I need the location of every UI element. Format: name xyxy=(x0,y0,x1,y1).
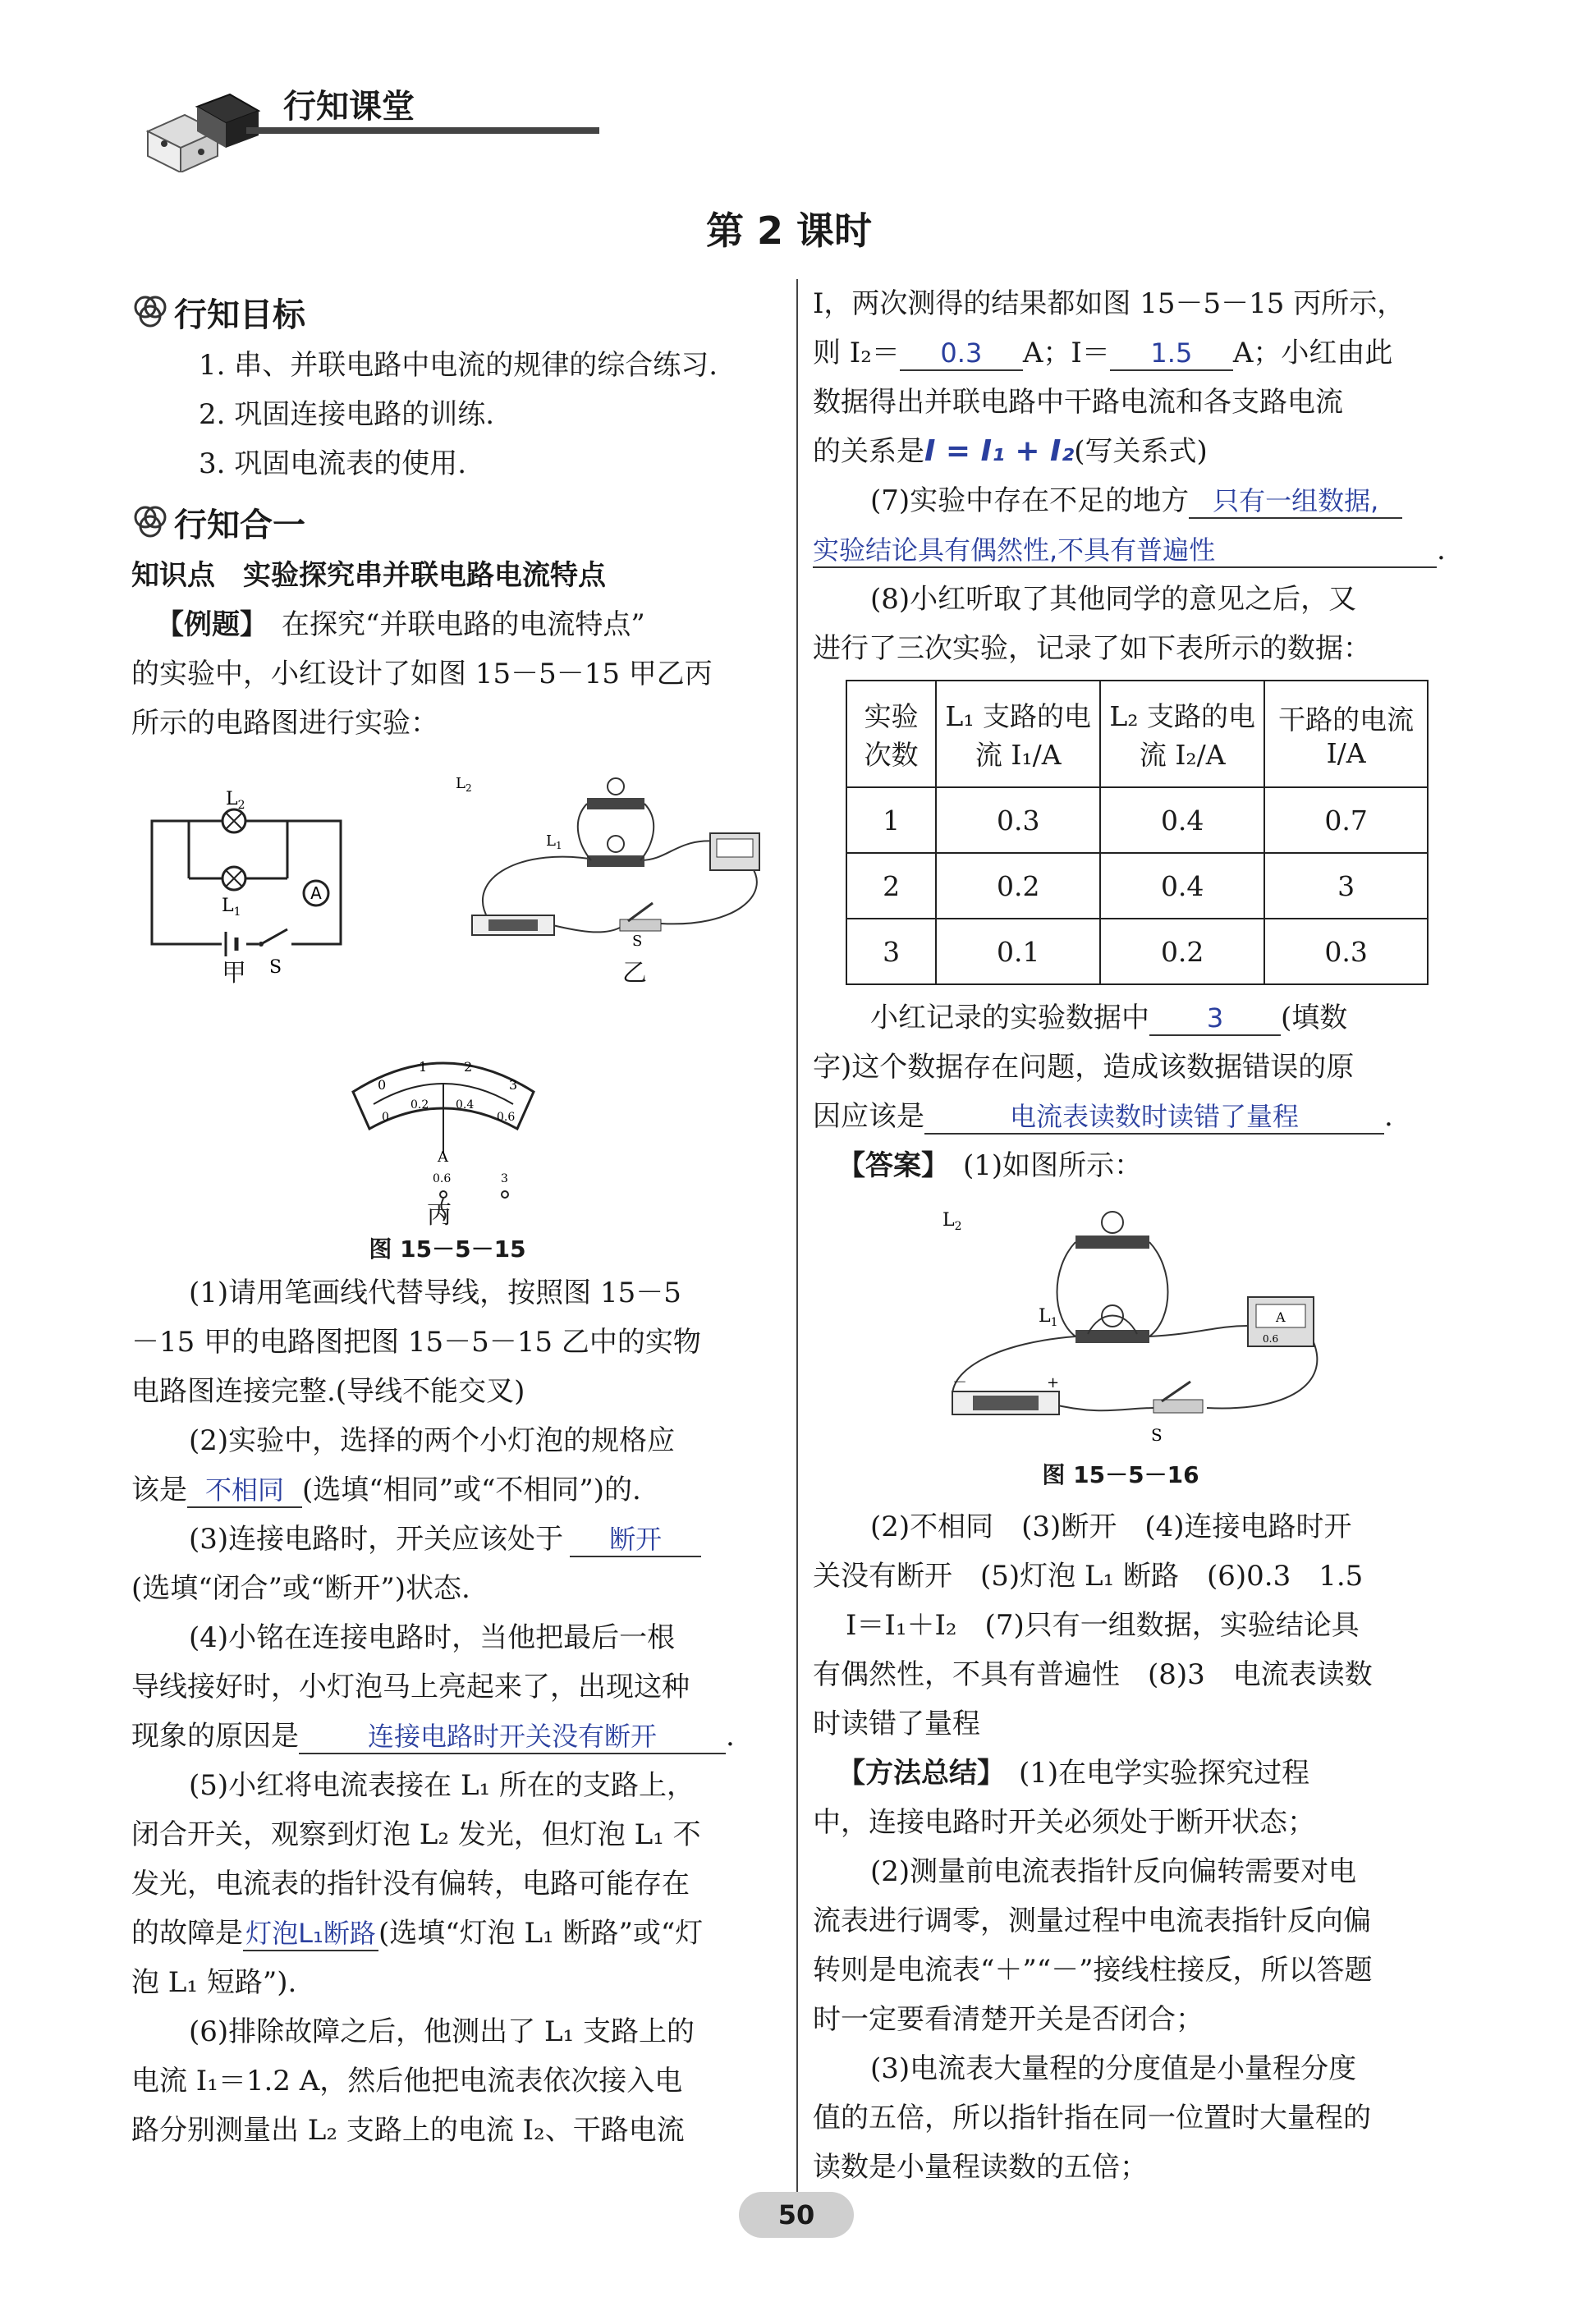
answer-text: 时读错了量程 xyxy=(813,1708,980,1740)
question-text: 数据得出并联电路中干路电流和各支路电流 xyxy=(813,386,1343,419)
switch-label: S xyxy=(632,933,643,950)
answer-blank xyxy=(1149,1002,1281,1036)
circuit-diagram-jia xyxy=(140,788,361,985)
plus-label: + xyxy=(1047,1374,1060,1391)
question-text: (写关系式) xyxy=(1074,435,1208,468)
handwritten-answer: 断开 xyxy=(609,1524,663,1555)
l2-label: $L_2$ xyxy=(942,1210,962,1233)
table-header-row xyxy=(846,681,1428,787)
question-text: 泡 L₁ 短路”). xyxy=(131,1966,297,1999)
table-cell: 1 xyxy=(846,787,936,853)
terminal-label: 3 xyxy=(501,1172,508,1185)
answer-blank xyxy=(900,337,1023,371)
question-text: －15 甲的电路图把图 15－5－15 乙中的实物 xyxy=(131,1326,701,1359)
scale-label: 0.2 xyxy=(410,1098,429,1112)
question-text: (填数 xyxy=(1281,1002,1348,1034)
fig-yi-label: 乙 xyxy=(622,959,647,988)
fig-jia-label: 甲 xyxy=(222,959,246,988)
answer-blank xyxy=(813,534,1437,568)
column-divider xyxy=(796,279,798,2192)
answer-blank xyxy=(299,1720,726,1754)
goal-item: 1. 串、并联电路中电流的规律的综合练习. xyxy=(199,349,718,382)
method-text: 时一定要看清楚开关是否闭合； xyxy=(813,2003,1204,2036)
table-header: L₁ 支路的电流 I₁/A xyxy=(936,681,1100,787)
table-cell: 0.2 xyxy=(936,853,1100,919)
method-text: (1)在电学实验探究过程 xyxy=(1019,1757,1310,1790)
example-text: 的实验中，小红设计了如图 15－5－15 甲乙丙 xyxy=(131,658,713,690)
terminal-label: 0.6 xyxy=(433,1172,452,1185)
ammeter-label: A xyxy=(438,1148,448,1166)
question-text: 则 I₂＝ xyxy=(813,337,900,369)
lesson-title: 第 2 课时 xyxy=(706,209,873,253)
answer-label: 【答案】 xyxy=(837,1149,935,1182)
example-label: 【例题】 xyxy=(156,608,254,641)
right-column: I，两次测得的结果都如图 15－5－15 丙所示， 则 I₂＝ 0.3 A；I＝ 1.5 A；小红由此 数据得出并联电路中干路电流和各支路电流 的关系是I = I₁ + I₂(写关系式) (7)实验中存在不足的地方 只有一组数据, 实验结论具有偶然性,不具有普遍性 . (8)小红听取了其他同学的意见之后，又 进行了三次实验，记录了如下表所示的数据： 实验次数 L₁ 支路的电流 I₁/A L₂ 支路的电流 I₂/A 干路的电流 I/A 1 0.3 0.4 0.7 2 0.2 0.4 3 3 0.1 0.2 0.3 小红记录的实验数据中 3 (填数 字)这个数据存在问题，造成该数据错误的原 因应该是 电流表读数时读错了量程 . 【答案】 (1)如图所示： xyxy=(813,279,1470,1190)
example-text: 在探究“并联电路的电流特点” xyxy=(282,608,645,641)
answer-text: 有偶然性，不具有普遍性 (8)3 电流表读数 xyxy=(813,1658,1373,1691)
header-logo xyxy=(140,66,271,172)
scale-label: 0.4 xyxy=(456,1098,475,1112)
question-text: 进行了三次实验，记录了如下表所示的数据： xyxy=(813,632,1371,665)
l1-label: $L_1$ xyxy=(222,896,241,919)
question-text: (5)小红将电流表接在 L₁ 所在的支路上， xyxy=(189,1769,695,1802)
question-text: (8)小红听取了其他同学的意见之后，又 xyxy=(870,583,1357,616)
handwritten-answer: 只有一组数据, xyxy=(1213,485,1379,516)
question-text: (选填“相同”或“不相同”)的. xyxy=(302,1474,641,1506)
goals-heading: 行知目标 xyxy=(131,283,780,341)
table-cell: 0.4 xyxy=(1100,853,1264,919)
table-row xyxy=(846,787,1428,853)
table-header: 干路的电流 I/A xyxy=(1264,681,1428,787)
section-rings-icon xyxy=(131,293,169,331)
method-text: 值的五倍，所以指针指在同一位置时大量程的 xyxy=(813,2102,1371,2134)
header-title: 行知课堂 xyxy=(283,88,415,126)
handwritten-answer: 实验结论具有偶然性,不具有普遍性 xyxy=(813,534,1216,566)
header-rule xyxy=(246,127,599,134)
example-text: 所示的电路图进行实验： xyxy=(131,707,438,740)
knowledge-point: 知识点 实验探究串并联电路电流特点 xyxy=(131,559,606,592)
question-text: 的关系是 xyxy=(813,435,924,468)
scale-label: 1 xyxy=(419,1059,428,1075)
left-column xyxy=(131,283,780,748)
table-header: L₂ 支路的电流 I₂/A xyxy=(1100,681,1264,787)
table-cell: 3 xyxy=(1264,853,1428,919)
question-text: 路分别测量出 L₂ 支路上的电流 I₂、干路电流 xyxy=(131,2114,685,2147)
scale-label: 0 xyxy=(382,1111,389,1124)
ammeter-label: A xyxy=(1276,1309,1286,1325)
answer-text: (2)不相同 (3)断开 (4)连接电路时开 xyxy=(870,1511,1352,1543)
fig-bing-label: 丙 xyxy=(427,1201,452,1230)
question-text: 该是 xyxy=(131,1474,187,1506)
question-text: 小红记录的实验数据中 xyxy=(870,1002,1149,1034)
answer-blank xyxy=(1189,484,1402,519)
question-text: I，两次测得的结果都如图 15－5－15 丙所示， xyxy=(813,287,1406,320)
page-number: 50 xyxy=(777,2199,815,2230)
handwritten-answer: 灯泡L₁断路 xyxy=(245,1918,376,1949)
scale-label: 2 xyxy=(464,1059,473,1075)
ammeter-label: A xyxy=(310,883,322,903)
method-text: (3)电流表大量程的分度值是小量程分度 xyxy=(870,2052,1357,2085)
fig2-caption: 图 15－5－16 xyxy=(1042,1461,1199,1488)
handwritten-answer: 不相同 xyxy=(204,1474,284,1506)
goal-item: 2. 巩固连接电路的训练. xyxy=(199,398,495,431)
question-text: A；I＝ xyxy=(1022,337,1110,369)
question-text: 的故障是 xyxy=(131,1917,243,1950)
method-text: 转则是电流表“＋”“－”接线柱接反，所以答题 xyxy=(813,1954,1373,1987)
l1-label: $L_1$ xyxy=(1039,1306,1058,1329)
question-text: 电路图连接完整.(导线不能交叉) xyxy=(131,1375,525,1408)
answer-text: I＝I₁＋I₂ (7)只有一组数据，实验结论具 xyxy=(846,1609,1360,1642)
question-text: 导线接好时，小灯泡马上亮起来了，出现这种 xyxy=(131,1671,690,1703)
goal-item: 3. 巩固电流表的使用. xyxy=(199,447,467,480)
table-cell: 0.7 xyxy=(1264,787,1428,853)
method-label: 【方法总结】 xyxy=(837,1757,991,1790)
scale-label: 3 xyxy=(509,1077,518,1093)
handwritten-answer: 1.5 xyxy=(1150,337,1193,369)
scale-label: 0.6 xyxy=(497,1111,516,1124)
table-cell: 3 xyxy=(846,919,936,984)
table-cell: 0.2 xyxy=(1100,919,1264,984)
question-text: (7)实验中存在不足的地方 xyxy=(870,484,1190,517)
handwritten-answer: 连接电路时开关没有断开 xyxy=(367,1721,657,1752)
question-text: 发光，电流表的指针没有偏转，电路可能存在 xyxy=(131,1868,690,1900)
handwritten-answer: I = I₁ + I₂ xyxy=(924,434,1075,468)
question-text: (1)请用笔画线代替导线，按照图 15－5 xyxy=(189,1277,681,1309)
handwritten-answer: 电流表读数时读错了量程 xyxy=(1009,1101,1299,1132)
page-number-badge xyxy=(739,2192,854,2238)
question-text: (2)实验中，选择的两个小灯泡的规格应 xyxy=(189,1424,676,1457)
question-text: 因应该是 xyxy=(813,1100,924,1133)
question-text: 字)这个数据存在问题，造成该数据错误的原 xyxy=(813,1051,1355,1084)
physical-circuit-answer xyxy=(936,1203,1338,1453)
method-text: 流表进行调零，测量过程中电流表指针反向偏 xyxy=(813,1905,1371,1937)
answer-text: (1)如图所示： xyxy=(963,1149,1143,1182)
question-text: (6)排除故障之后，他测出了 L₁ 支路上的 xyxy=(189,2015,695,2048)
table-cell: 0.4 xyxy=(1100,787,1264,853)
method-text: (2)测量前电流表指针反向偏转需要对电 xyxy=(870,1855,1357,1888)
l2-label: $L_2$ xyxy=(456,775,472,794)
fig-caption: 图 15－5－15 xyxy=(369,1236,526,1263)
question-text: (4)小铭在连接电路时，当他把最后一根 xyxy=(189,1621,676,1654)
answer-blank xyxy=(187,1474,302,1508)
section-rings-icon xyxy=(131,503,169,541)
l1-label: $L_1$ xyxy=(546,832,562,851)
scale-label: 0 xyxy=(378,1077,387,1093)
handwritten-answer: 3 xyxy=(1206,1002,1224,1034)
method-text: 中，连接电路时开关必须处于断开状态； xyxy=(813,1806,1315,1839)
switch-label: S xyxy=(1151,1425,1163,1445)
question-text: 电流 I₁＝1.2 A，然后他把电流表依次接入电 xyxy=(131,2065,683,2097)
physical-circuit-yi xyxy=(456,763,776,952)
l2-label: $L_2$ xyxy=(226,789,245,812)
table-cell: 0.3 xyxy=(936,787,1100,853)
question-text: (选填“闭合”或“断开”)状态. xyxy=(131,1572,470,1605)
left-questions: (1)请用笔画线代替导线，按照图 15－5 －15 甲的电路图把图 15－5－15 乙中的实物 电路图连接完整.(导线不能交叉) (2)实验中，选择的两个小灯泡的规格应 该是 不相同 (选填“相同”或“不相同”)的. (3)连接电路时，开关应该处于 断开 (选填“闭合”或“断开”)状态. (4)小铭在连接电路时，当他把最后一根 导线接好时，小灯泡马上亮起来了，出现这种 现象的原因是 连接电路时开关没有断开 . (5)小红将电流表接在 L₁ 所在的支路上， 闭合开关，观察到灯泡 L₂ 发光，但灯泡 L₁ 不 发光，电流表的指针没有偏转，电路可能存在 的故障是灯泡L₁断路(选填“灯泡 L₁ 断路”或“灯 泡 L₁ 短路”). (6)排除故障之后，他测出了 L₁ 支路上的 电流 I₁＝1.2 A，然后他把电流表依次接入电 路分别测量出 L₂ 支路上的电流 I₂、干路电流 xyxy=(131,1268,780,2155)
question-text: A；小红由此 xyxy=(1232,337,1393,369)
handwritten-answer: 0.3 xyxy=(940,337,983,369)
table-row xyxy=(846,919,1428,984)
question-text: (选填“灯泡 L₁ 断路”或“灯 xyxy=(378,1917,704,1950)
answer-text: 关没有断开 (5)灯泡 L₁ 断路 (6)0.3 1.5 xyxy=(813,1560,1364,1593)
answer-blank xyxy=(1110,337,1233,371)
table-cell: 0.1 xyxy=(936,919,1100,984)
question-text: 闭合开关，观察到灯泡 L₂ 发光，但灯泡 L₁ 不 xyxy=(131,1818,701,1851)
table-cell: 2 xyxy=(846,853,936,919)
terminal-label: 0.6 xyxy=(1263,1333,1279,1345)
method-text: 读数是小量程读数的五倍； xyxy=(813,2151,1148,2184)
right-answers xyxy=(813,1502,1470,2192)
question-text: 现象的原因是 xyxy=(131,1720,299,1753)
answer-blank xyxy=(243,1917,378,1951)
answer-blank xyxy=(924,1100,1384,1135)
heyi-heading: 行知合一 xyxy=(131,493,780,551)
table-row xyxy=(846,853,1428,919)
data-table xyxy=(846,680,1429,985)
table-cell: 0.3 xyxy=(1264,919,1428,984)
table-header: 实验次数 xyxy=(846,681,936,787)
terminal-label: － xyxy=(952,1374,967,1391)
switch-label: S xyxy=(269,957,282,978)
question-text: (3)连接电路时，开关应该处于 xyxy=(189,1523,564,1556)
answer-blank xyxy=(570,1523,701,1557)
